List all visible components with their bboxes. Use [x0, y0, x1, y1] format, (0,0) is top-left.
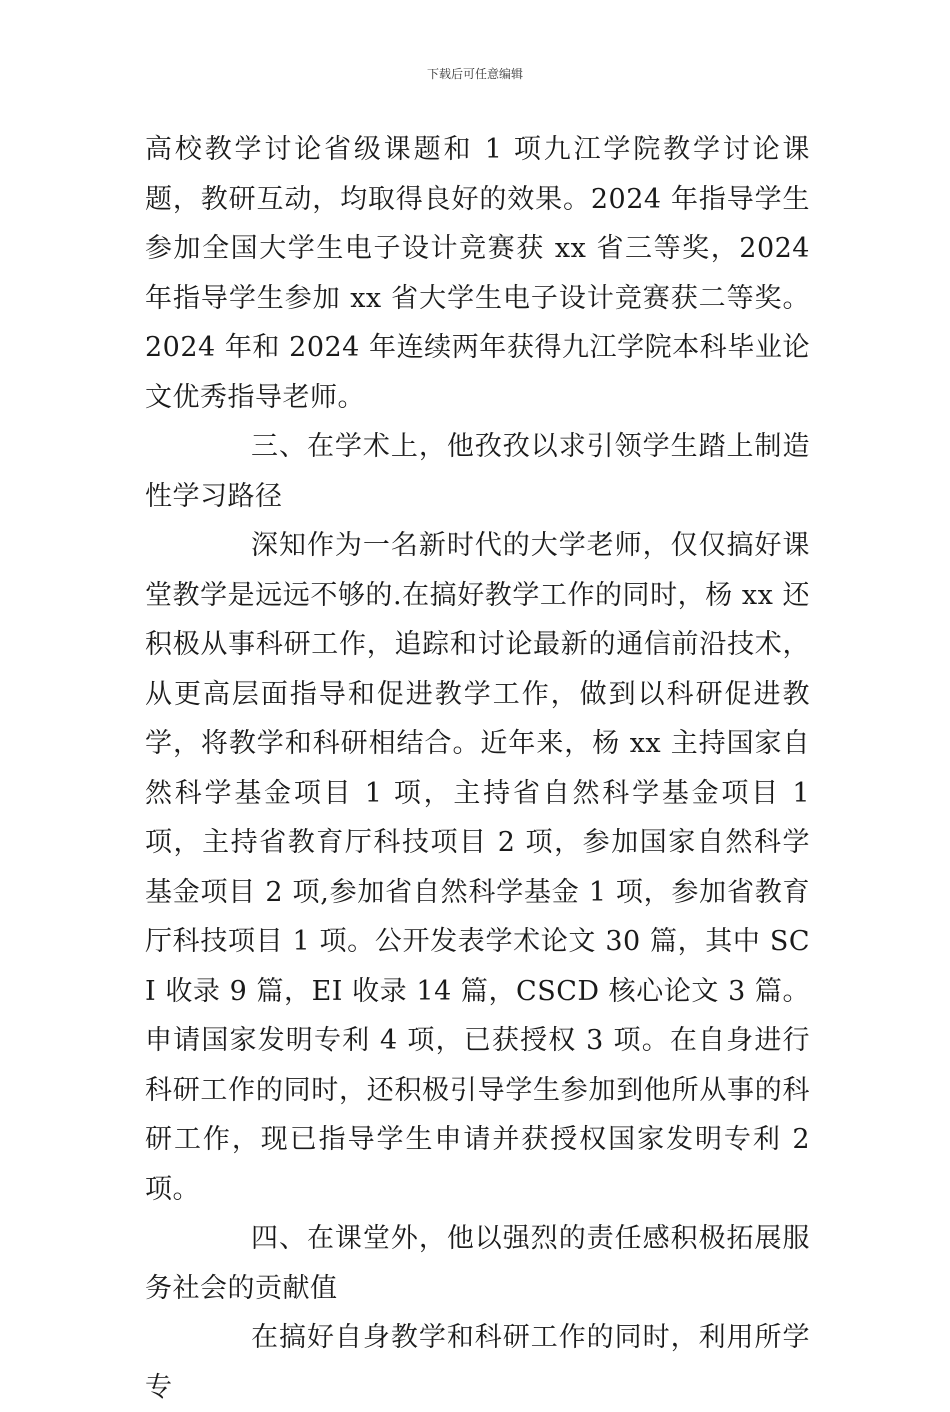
paragraph-research: 深知作为一名新时代的大学老师，仅仅搞好课堂教学是远远不够的.在搞好教学工作的同时，杨 xx 还积极从事科研工作，追踪和讨论最新的通信前沿技术，从更高层面指导和促进教学工作，做到以科研促进教学，将教学和科研相结合。近年来，杨 xx 主持国家自然科学基金项目 1 项，主持省自然科学基金项目 1 项，主持省教育厅科技项目 2 项，参加国家自然科学基金项目 2 项,参加省自然科学基金 1 项，参加省教育厅科技项目 1 项。公开发表学术论文 30 篇，其中 SCI 收录 9 篇，EI 收录 14 篇，CSCD 核心论文 3 篇。申请国家发明专利 4 项，已获授权 3 项。在自身进行科研工作的同时，还积极引导学生参加到他所从事的科研工作，现已指导学生申请并获授权国家发明专利 2 项。 [145, 530, 810, 1205]
page-header: 下载后可任意编辑 [426, 67, 523, 81]
section-heading-academic: 三、在学术上，他孜孜以求引领学生踏上制造性学习路径 [145, 431, 810, 512]
document-body [145, 125, 810, 1412]
paragraph-social-service: 在搞好自身教学和科研工作的同时，利用所学专 [145, 1322, 810, 1403]
section-heading-social-service: 四、在课堂外，他以强烈的责任感积极拓展服务社会的贡献值 [145, 1223, 810, 1304]
paragraph-teaching-results: 高校教学讨论省级课题和 1 项九江学院教学讨论课题，教研互动，均取得良好的效果。2024 年指导学生参加全国大学生电子设计竞赛获 xx 省三等奖，2024 年指导学生参加 xx 省大学生电子设计竞赛获二等奖。2024 年和 2024 年连续两年获得九江学院本科毕业论文优秀指导老师。 [145, 134, 810, 413]
